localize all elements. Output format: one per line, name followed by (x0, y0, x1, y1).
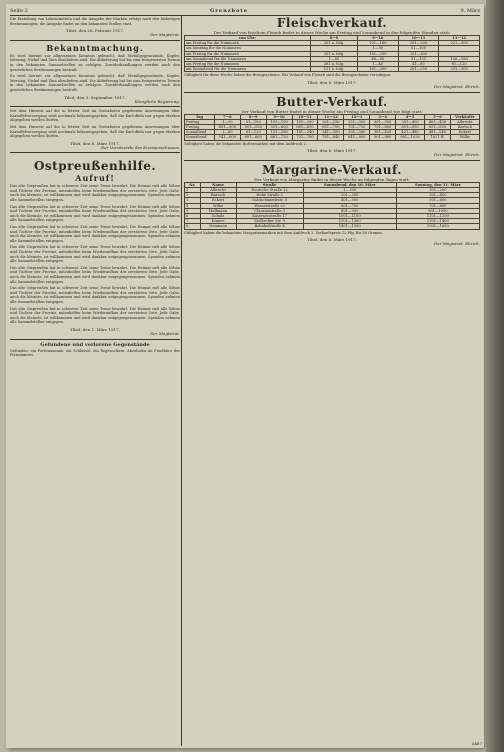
meat-table-cell: am Sonnabend für die Nummern (185, 67, 311, 72)
margarine-table-cell: 3 (185, 198, 201, 203)
butter-table-cell: 301—360 (344, 130, 370, 135)
margarine-table (184, 182, 480, 230)
butter-table-cell: Albrecht (450, 119, 479, 124)
meat-table-cell: 41—80 (398, 62, 439, 67)
margarine-table-cell: Eckert (200, 198, 236, 203)
meat-table-header-cell: 10—11 (398, 36, 439, 41)
intro-date: Tilsit, den 26. Februar 1917. (65, 28, 125, 34)
margarine-table-cell: 1—100 (303, 188, 396, 193)
butter-table-cell: 201—250 (318, 119, 344, 124)
margarine-table-cell: Stolbecker Str. 9 (236, 219, 303, 224)
meat-table-cell: 81—120 (439, 62, 480, 67)
margarine-table-cell: Hohe Straße 5 (236, 193, 303, 198)
butter-table-cell: 721—780 (292, 135, 318, 140)
margarine-title: Margarine-Verkauf. (262, 162, 402, 177)
margarine-table-header-cell: Sonnabend, den 10. März (303, 182, 396, 187)
butter-table-cell: 501—550 (240, 125, 266, 130)
butter-table-cell: Eckert (450, 130, 479, 135)
left-column (10, 16, 180, 746)
meat-table (184, 35, 480, 72)
notice-title: Bekanntmachung. (46, 42, 144, 53)
margarine-signature: Der Magistrat. Ehrich. (434, 241, 480, 247)
butter-table-cell: 351—400 (396, 119, 425, 124)
appeal-body-3: Das alte Ostpreußen hat in schwerer Zeit seine Treue bewahrt. Die Heimat ruft alle Söhne und Töchter der Provinz, mitzuhelfen beim Wiederaufbau der zerstörten Orte. Jede Gabe, auch die kleinste, ist willkommen und wird dankbar entgegengenommen. Spenden nehmen alle Sammelstellen entgegen. (10, 225, 180, 243)
butter-table-cell: 151—200 (292, 119, 318, 124)
meat-table-cell: 251—300 (439, 67, 480, 72)
butter-table-row (185, 125, 480, 130)
meat-date: Tilsit, den 8. März 1917. (307, 80, 357, 86)
meat-table-cell: am Freitag für die Nummern (185, 41, 311, 46)
appeal-date: Tilsit, den 1. März 1917. (70, 326, 120, 332)
divider (10, 339, 180, 340)
lost-found-body: Gefunden: ein Portemonnaie, ein Schlüssel, ein Regenschirm. Abzuholen im Fundbüro des Polizeiamtes. (10, 348, 180, 358)
margarine-table-cell: 1 (185, 188, 201, 193)
margarine-table-cell: 1501—1600 (396, 224, 479, 229)
meat-table-cell: 1—40 (358, 62, 399, 67)
butter-table-header-cell: 10—11 (292, 114, 318, 119)
margarine-table-cell: 8 (185, 224, 201, 229)
butter-table-cell: 51—100 (240, 119, 266, 124)
meat-table-cell: 161—200 (398, 41, 439, 46)
page-header (10, 7, 480, 15)
divider (10, 40, 180, 41)
potato-notice-2: Mit dem Hinweis auf die in letzter Zeit im Grenzboten gegebenen Anweisungen über Kartoffelversorgung wird nochmals bekanntgegeben, daß die Kartoffeln nur gegen Marken abgegeben werden dürfen. (10, 124, 180, 139)
butter-table-row (185, 135, 480, 140)
margarine-table-cell: 5 (185, 208, 201, 213)
meat-table-cell: 121 a. folg. (310, 67, 357, 72)
butter-table-cell: 121—180 (266, 130, 292, 135)
meat-table-cell: 151—250 (358, 51, 399, 56)
margarine-table-cell: 4 (185, 203, 201, 208)
meat-signature: Der Magistrat. Ehrich. (434, 84, 480, 90)
appeal-body-5: Das alte Ostpreußen hat in schwerer Zeit seine Treue bewahrt. Die Heimat ruft alle Söhne und Töchter der Provinz, mitzuhelfen beim Wiederaufbau der zerstörten Orte. Jede Gabe, auch die kleinste, ist willkommen und wird dankbar entgegengenommen. Spenden nehmen alle Sammelstellen entgegen. (10, 265, 180, 284)
butter-table-cell: 551—600 (266, 125, 292, 130)
meat-table-cell: 201—250 (398, 67, 439, 72)
margarine-date: Tilsit, den 8. März 1917. (307, 237, 357, 243)
margarine-table-cell: 101—200 (396, 188, 479, 193)
meat-table-cell: am Sonnabend für die Nummern (185, 56, 311, 61)
butter-table-header-cell: 12—1 (344, 114, 370, 119)
potato-date: Tilsit, den 6. März 1917. (70, 140, 120, 146)
butter-table-cell: 901—960 (370, 135, 396, 140)
meat-table-cell: 1—50 (358, 46, 399, 51)
butter-table-cell: 481—540 (424, 130, 450, 135)
meat-table-cell: 51—100 (398, 46, 439, 51)
margarine-table-cell: Deutsche Straße 12 (236, 188, 303, 193)
margarine-table-cell: 301—400 (396, 193, 479, 198)
butter-table-row (185, 119, 480, 124)
butter-table-cell: 751—800 (370, 125, 396, 130)
butter-table-cell: Freitag (185, 125, 215, 130)
butter-table-cell: Sonnabend (185, 130, 215, 135)
butter-table-cell: 421—480 (396, 130, 425, 135)
margarine-table-cell: Clausiusstraße 3 (236, 208, 303, 213)
margarine-table-cell: 1301—1400 (396, 219, 479, 224)
butter-table-cell: 961—1020 (396, 135, 425, 140)
margarine-table-cell: 1401—1500 (303, 224, 396, 229)
margarine-table-cell: Wilke (200, 203, 236, 208)
butter-table-cell: Bartsch (450, 125, 479, 130)
meat-table-header-cell: 9—10 (358, 36, 399, 41)
meat-table-cell: 161—200 (358, 67, 399, 72)
butter-note: Gültigkeit haben die bekannten Buttermarken mit dem Aufdruck 2. (184, 141, 307, 146)
paper-name: Grenzbote (210, 8, 248, 14)
notice-body: Es wird hiermit zur allgemeinen Kenntnis gebracht, daß Metallgegenstände, Kupfer, Messing, Nickel und Zinn abzuliefern sind. Die Ablieferung hat bis zum festgesetzten Termin in den bekannten Sammelstellen zu erfolgen. Zuwiderhandlungen werden nach den gesetzlichen Bestimmungen bestraft. (10, 53, 180, 72)
meat-table-cell: 261 a. folg. (310, 62, 357, 67)
butter-table-cell: 61—120 (240, 130, 266, 135)
book-binding (486, 0, 504, 752)
butter-table-header-cell: 4—5 (396, 114, 425, 119)
butter-subtitle: Der Verkauf von Butter findet in dieser Woche am Freitag und Sonnabend wie folgt statt: (241, 108, 423, 114)
margarine-table-cell: Bartsch (200, 193, 236, 198)
margarine-table-cell: 201—300 (303, 193, 396, 198)
meat-subtitle: Der Verkauf von frischem Fleisch findet in dieser Woche am Freitag und Sonnabend in den folgenden Stunden statt: (213, 30, 451, 35)
margarine-table-header-cell: Name (200, 182, 236, 187)
butter-table-cell: 451—500 (214, 125, 240, 130)
butter-table-cell: Freitag (185, 119, 215, 124)
butter-table-cell: 841—900 (344, 135, 370, 140)
meat-table-cell: 91—135 (398, 56, 439, 61)
divider (184, 160, 480, 161)
butter-table-header-cell: 5—6 (424, 114, 450, 119)
butter-table-header-cell: 7—8 (214, 114, 240, 119)
meat-table-cell: am Sonntag für die Nummern (185, 46, 311, 51)
margarine-table-cell: 401—500 (303, 198, 396, 203)
butter-table-cell: Sonnabend (185, 135, 215, 140)
meat-table-cell: 101—160 (358, 41, 399, 46)
intro-signature: Der Magistrat. (150, 32, 180, 38)
margarine-table-cell: 6 (185, 214, 201, 219)
right-column (184, 16, 480, 746)
butter-table-cell: 251—300 (344, 119, 370, 124)
margarine-table-header-cell: Straße (236, 182, 303, 187)
margarine-table-cell: Kasernenstraße 17 (236, 214, 303, 219)
meat-table-cell: 136—180 (439, 56, 480, 61)
butter-title: Butter-Verkauf. (276, 94, 388, 109)
notice-signature: Königliche Regierung. (134, 98, 180, 104)
appeal-body-7: Das alte Ostpreußen hat in schwerer Zeit seine Treue bewahrt. Die Heimat ruft alle Söhne und Töchter der Provinz, mitzuhelfen beim Wiederaufbau der zerstörten Orte. Jede Gabe, auch die kleinste, ist willkommen und wird dankbar entgegengenommen. Spenden nehmen alle Sammelstellen entgegen. (10, 306, 180, 325)
butter-table-header-cell: 11—12 (318, 114, 344, 119)
margarine-table-cell: 801—900 (303, 208, 396, 213)
meat-table-cell: 1—45 (310, 56, 357, 61)
butter-table-cell: Wilke (450, 135, 479, 140)
appeal-subtitle: Aufruf! (75, 173, 115, 184)
butter-table-header-cell: 3—4 (370, 114, 396, 119)
butter-table-cell: 401—450 (424, 119, 450, 124)
margarine-note: Gültigkeit haben die bekannten Margarinemarken mit dem Aufdruck 2. Verkaufspreis 12 Pfg. für 50 Gramm. (184, 230, 383, 235)
margarine-table-cell: 2 (185, 193, 201, 198)
margarine-table-cell: Bahnhofstraße 4 (236, 224, 303, 229)
margarine-subtitle: Der Verkauf von Margarine findet in dieser Woche an folgenden Tagen statt: (254, 176, 410, 182)
margarine-table-cell: 601—700 (303, 203, 396, 208)
margarine-table-cell: Hoffmann (200, 208, 236, 213)
margarine-table-header-cell: Nr. (185, 182, 201, 187)
margarine-table-cell: Albrecht (200, 188, 236, 193)
butter-table-cell: 1—60 (214, 130, 240, 135)
notice-date: Tilsit, den 3. September 1917. (64, 94, 126, 100)
margarine-table-cell: 1001—1100 (303, 214, 396, 219)
butter-table-cell: 181—240 (292, 130, 318, 135)
margarine-table-cell: Wasserstraße 22 (236, 203, 303, 208)
butter-table-cell: 1021 ff. (424, 135, 450, 140)
divider (184, 92, 480, 93)
butter-table-cell: 781—840 (318, 135, 344, 140)
notice-body-2: Es wird hiermit zur allgemeinen Kenntnis gebracht, daß Metallgegenstände, Kupfer, Messing, Nickel und Zinn abzuliefern sind. Die Ablieferung hat bis zum festgesetzten Termin in den bekannten Sammelstellen zu erfolgen. Zuwiderhandlungen werden nach den gesetzlichen Bestimmungen bestraft. (10, 74, 180, 92)
page-number: Seite 2 (10, 8, 28, 14)
column-divider (181, 16, 182, 746)
meat-table-cell: 201 a. folg. (310, 41, 357, 46)
margarine-table-row (185, 224, 480, 229)
meat-table-row (185, 67, 480, 72)
appeal-body-2: Das alte Ostpreußen hat in schwerer Zeit seine Treue bewahrt. Die Heimat ruft alle Söhne und Töchter der Provinz, mitzuhelfen beim Wiederaufbau der zerstörten Orte. Jede Gabe, auch die kleinste, ist willkommen und wird dankbar entgegengenommen. Spenden nehmen alle Sammelstellen entgegen. (10, 204, 180, 223)
potato-notice: Mit dem Hinweis auf die in letzter Zeit im Grenzboten gegebenen Anweisungen über Kartoffelversorgung wird nochmals bekanntgegeben, daß die Kartoffeln nur gegen Marken abgegeben werden dürfen. (10, 109, 180, 123)
appeal-body: Das alte Ostpreußen hat in schwerer Zeit seine Treue bewahrt. Die Heimat ruft alle Söhne und Töchter der Provinz, mitzuhelfen beim Wiederaufbau der zerstörten Orte. Jede Gabe, auch die kleinste, ist willkommen und wird dankbar entgegengenommen. Spenden nehmen alle Sammelstellen entgegen. (10, 184, 180, 203)
butter-table-cell: 701—750 (344, 125, 370, 130)
margarine-table-cell: 701—800 (396, 203, 479, 208)
butter-table-header-cell: 9—10 (266, 114, 292, 119)
butter-table-header-cell: Verkäufer (450, 114, 479, 119)
meat-table-cell: 46—90 (358, 56, 399, 61)
meat-table-cell: am Freitag für die Nummern (185, 62, 311, 67)
meat-table-cell: 251—300 (398, 51, 439, 56)
butter-table-cell: 301—350 (370, 119, 396, 124)
butter-table-cell: 601—650 (292, 125, 318, 130)
margarine-table-cell: 501—600 (396, 198, 479, 203)
meat-table-header-cell: 8—9 (310, 36, 357, 41)
meat-table-cell: 221—300 (439, 41, 480, 46)
butter-table-header-cell: 8—9 (240, 114, 266, 119)
margarine-table-cell: Neumann (200, 224, 236, 229)
issue-date: 9. März (460, 8, 480, 14)
butter-table-cell: 661—720 (266, 135, 292, 140)
meat-note: Gültigkeit für diese Woche haben die Bezugsscheine. Bei Verkauf von Fleisch sind die Bezugsscheine vorzulegen. (184, 73, 392, 78)
butter-table (184, 114, 480, 141)
butter-signature: Der Magistrat. Ehrich. (434, 152, 480, 158)
margarine-table-cell: 7 (185, 219, 201, 224)
lost-found-title: Gefundene und verlorene Gegenstände (40, 341, 150, 348)
newspaper-page (6, 4, 484, 748)
butter-table-cell: 651—700 (318, 125, 344, 130)
butter-table-header-cell: Tag (185, 114, 215, 119)
page-footnote: 5487 (471, 741, 482, 746)
margarine-table-cell: 901—1000 (396, 208, 479, 213)
intro-paragraph: Die Einteilung von Lebensmitteln und die Ausgabe der Marken erfolgt nach den bisherigen Bestimmungen; die Ausgabe findet an den bekannten Stellen statt. (10, 17, 180, 26)
margarine-table-cell: Schulz (200, 214, 236, 219)
butter-table-cell: 801—850 (396, 125, 425, 130)
margarine-table-cell: Krause (200, 219, 236, 224)
margarine-table-cell: 1101—1200 (396, 214, 479, 219)
appeal-body-6: Das alte Ostpreußen hat in schwerer Zeit seine Treue bewahrt. Die Heimat ruft alle Söhne und Töchter der Provinz, mitzuhelfen beim Wiederaufbau der zerstörten Orte. Jede Gabe, auch die kleinste, ist willkommen und wird dankbar entgegengenommen. Spenden nehmen alle Sammelstellen entgegen. (10, 286, 180, 304)
butter-table-cell: 541—600 (214, 135, 240, 140)
butter-table-cell: 101—150 (266, 119, 292, 124)
margarine-table-cell: Goldschmiedestr. 8 (236, 198, 303, 203)
meat-table-cell: 301 a. folg. (310, 51, 357, 56)
margarine-table-header-cell: Sonntag, den 11. März (396, 182, 479, 187)
butter-table-cell: 601—660 (240, 135, 266, 140)
butter-table-cell: 241—300 (318, 130, 344, 135)
potato-signature: Der Vorsitzende des Kreisausschusses. (101, 144, 180, 150)
divider (10, 152, 180, 153)
butter-table-cell: 851—900 (424, 125, 450, 130)
butter-table-cell: 361—420 (370, 130, 396, 135)
appeal-signature: Der Magistrat. (150, 330, 180, 336)
meat-table-header-cell: von Uhr: (185, 36, 311, 41)
appeal-body-4: Das alte Ostpreußen hat in schwerer Zeit seine Treue bewahrt. Die Heimat ruft alle Söhne und Töchter der Provinz, mitzuhelfen beim Wiederaufbau der zerstörten Orte. Jede Gabe, auch die kleinste, ist willkommen und wird dankbar entgegengenommen. Spenden nehmen alle Sammelstellen entgegen. (10, 245, 180, 264)
butter-table-cell: 1—50 (214, 119, 240, 124)
appeal-title: Ostpreußenhilfe. (33, 159, 157, 174)
margarine-table-cell: 1201—1300 (303, 219, 396, 224)
butter-date: Tilsit, den 8. März 1917. (307, 148, 357, 154)
meat-table-header-cell: 11—12 (439, 36, 480, 41)
butter-table-row (185, 130, 480, 135)
meat-title: Fleischverkauf. (276, 16, 388, 30)
divider (10, 106, 180, 107)
meat-table-cell: am Freitag für die Nummern (185, 51, 311, 56)
